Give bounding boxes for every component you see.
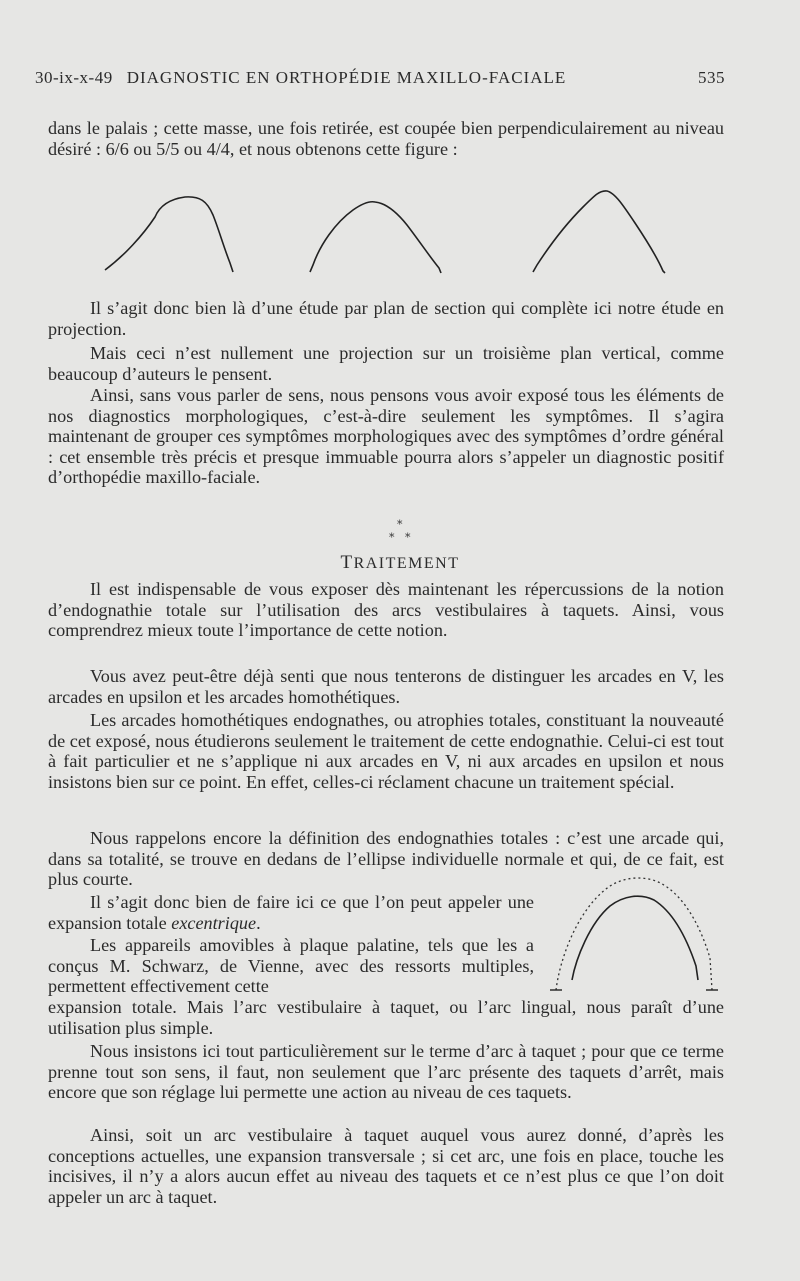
expansion-text: Il s’agit donc bien de faire ici ce que l’on peut appeler une expansion totale xyxy=(48,892,534,933)
paragraph-homothetiques: Les arcades homothétiques endognathes, ou atrophies totales, constituant la nouveauté de cet exposé, nous étudierons seulement le traitement de cette endognathie. Celui-ci est tout à fait particulier et ne s’applique ni aux arcades en V, ni aux arcades en upsilon et nous insistons bien sur ce point. En effet, celles-ci réclament chacune un traitement spécial. xyxy=(48,710,724,792)
paragraph-expansion xyxy=(48,892,534,933)
palate-section-figure-3 xyxy=(533,191,665,273)
expansion-arch-figure xyxy=(548,868,728,998)
paragraph-diagnostic: Ainsi, sans vous parler de sens, nous pensons vous avoir exposé tous les éléments de nos diagnostics morphologiques, c’est-à-dire seulement les symptômes. Il s’agira maintenant de grouper ces symptômes morphologiques avec des symptômes d’ordre général : cet ensemble très précis et presque immuable pourra alors s’appeler un diagnostic positif d’orthopédie maxillo-faciale. xyxy=(48,385,724,488)
heading-initial: T xyxy=(340,552,354,573)
paragraph-appareils-narrow: Les appareils amovibles à plaque palatine, tels que les a conçus M. Schwarz, de Vienne, avec des ressorts multiples, permettent effectivement cette xyxy=(48,935,534,997)
dotted-ellipse-outline xyxy=(556,878,712,990)
page-number: 535 xyxy=(698,68,725,87)
svg-text:*: * xyxy=(405,531,411,544)
paragraph-definition: Nous rappelons encore la définition des endognathies totales : c’est une arcade qui, dans sa totalité, se trouve en dedans de l’ellipse individuelle normale et qui, de ce fait, est plus courte. xyxy=(48,828,724,890)
expansion-period: . xyxy=(256,912,261,933)
svg-text:*: * xyxy=(389,531,395,544)
running-header xyxy=(35,68,725,88)
palate-section-figures xyxy=(95,185,685,285)
svg-text:*: * xyxy=(397,518,403,531)
section-heading-traitement xyxy=(0,552,800,574)
heading-rest: RAITEMENT xyxy=(353,555,460,572)
paragraph-plan-section: Il s’agit donc bien là d’une étude par plan de section qui complète ici notre étude en projection. xyxy=(48,298,724,339)
expansion-emphasis: excentrique xyxy=(171,912,257,933)
paragraph-arc-taquet: Nous insistons ici tout particulièrement sur le terme d’arc à taquet ; pour que ce terme prenne tout son sens, il faut, non seulement que l’arc présente des taquets d’arrêt, mais encore que son réglage lui permette une action au niveau de ces taquets. xyxy=(48,1041,724,1103)
paragraph-palais: dans le palais ; cette masse, une fois retirée, est coupée bien perpendiculairement au niveau désiré : 6/6 ou 5/5 ou 4/4, et nous obtenons cette figure : xyxy=(48,118,724,159)
section-asterism xyxy=(370,516,430,548)
paragraph-arcades: Vous avez peut-être déjà senti que nous tenterons de distinguer les arcades en V, les arcades en upsilon et les arcades homothétiques. xyxy=(48,666,724,707)
paragraph-indispensable: Il est indispensable de vous exposer dès maintenant les répercussions de la notion d’endognathie totale sur l’utilisation des arcs vestibulaires à taquets. Ainsi, vous comprendrez mieux toute l’importance de cette notion. xyxy=(48,579,724,641)
header-title: DIAGNOSTIC EN ORTHOPÉDIE MAXILLO-FACIALE xyxy=(126,68,567,87)
paragraph-appareils-full: expansion totale. Mais l’arc vestibulaire à taquet, ou l’arc lingual, nous paraît d’une utilisation plus simple. xyxy=(48,997,724,1038)
solid-arch-line xyxy=(572,896,698,980)
palate-section-figure-1 xyxy=(105,197,233,272)
palate-section-figure-2 xyxy=(310,202,441,273)
paragraph-arc-vestibulaire: Ainsi, soit un arc vestibulaire à taquet auquel vous aurez donné, d’après les conceptions actuelles, une expansion transversale ; si cet arc, une fois en place, touche les incisives, il n’y a alors aucun effet au niveau des taquets et ce n’est plus ce que l’on doit appeler un arc à taquet. xyxy=(48,1125,724,1207)
paragraph-projection: Mais ceci n’est nullement une projection sur un troisième plan vertical, comme beaucoup d’auteurs le pensent. xyxy=(48,343,724,384)
header-date: 30-ix-x-49 xyxy=(35,68,113,87)
